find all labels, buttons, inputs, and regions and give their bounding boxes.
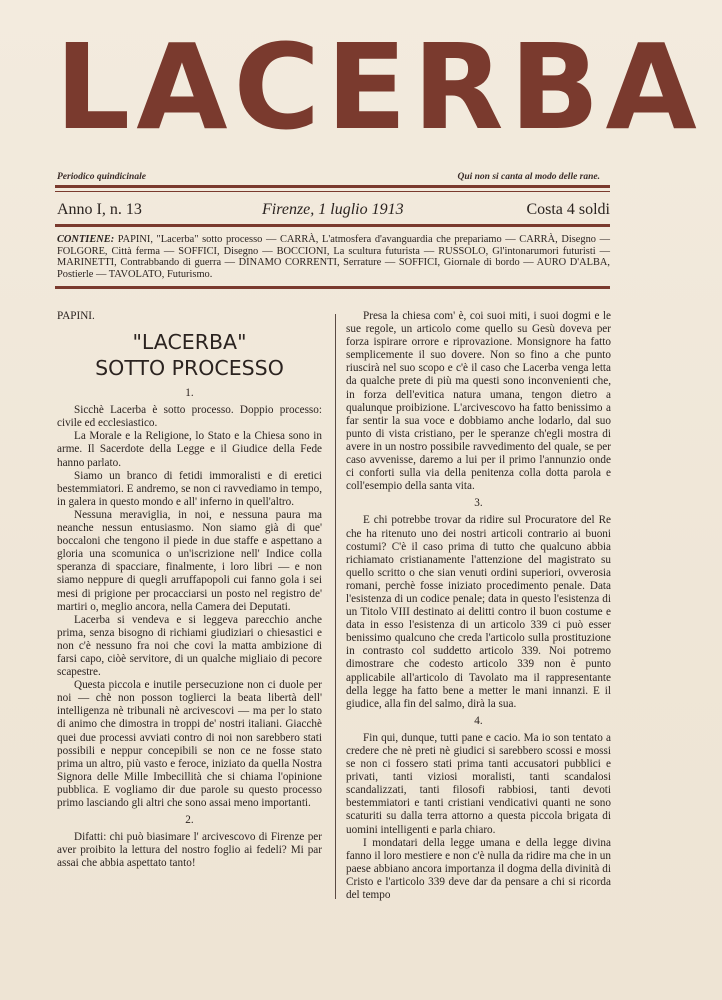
paragraph: Difatti: chi può biasimare l' arcivescovo di Firenze per aver proibito la lettura del nostro foglio ai fedeli? Mi par assai che abbia aspettato tanto! — [57, 831, 322, 870]
paragraph: Nessuna meraviglia, in noi, e nessuna paura ma neanche nessun entusiasmo. Non siamo già di que' boccaloni che tengono il piede in due staffe e aspettano a gloria una scomunica o un'iscrizione nell' Indice colla speranza di spacciare, finalmente, i loro libri — e non siamo neppure di quegli arruffapopoli cui fanno gola i sei mesi di prigione per procacciarsi un posto nel registro de' martiri o, meglio ancora, nella Camera dei Deputati. — [57, 508, 322, 613]
paragraph: Questa piccola e inutile persecuzione non ci duole per noi — chè non posson toglierci la beata libertà dell' intelligenza nè tribunali nè arcivescovi — ma per lo stato di animo che dimostra in troppi de' nostri italiani. Giacchè quei due processi avviati contro di noi non sarebbero stati possibili e neppur concepibili se non ce ne fosse stato prima un altro, più vasto e feroce, iniziato da quella Nostra Signora delle Mille Imbecillità che si chiama l'opinione pubblica. E vogliamo dir due parole su questo processo primo lasciando gli altri che sono assai meno importanti. — [57, 679, 322, 809]
section-number-4: 4. — [474, 714, 483, 727]
section-number-2: 2. — [185, 814, 194, 827]
issue-price: Costa 4 soldi — [526, 201, 610, 218]
contents-text: PAPINI, "Lacerba" sotto processo — CARRÀ, L'atmosfera d'avanguardia che prepariamo — CARRÀ, Disegno — FOLGORE, Città ferma — SOFFICI, Disegno — BOCCIONI, La scultura futurista — RUSSOLO, Gl'intonarumori futuristi — MARINETTI, Contrabbando di guerra — DINAMO CORRENTI, Serrature — SOFFICI, Giornale di bordo — AURO D'ALBA, Postierle — TAVOLATO, Futurismo. — [57, 234, 610, 281]
right-column — [346, 310, 611, 902]
masthead-title: LACERBA — [55, 18, 703, 156]
paragraph: Presa la chiesa com' è, coi suoi miti, i suoi dogmi e le sue regole, un articolo come quello su Gesù doveva per forza ispirare orrore e riprovazione. Monsignore ha fatto semplicemente il suo dovere. Non so fino a che punto riuscirà nel suo scopo e c'è il caso che Lacerba venga letta da qualche prete di più ma questi sono inconvenienti che, in forza dell'evitica natura umana, tengon dietro a qualunque proibizione. L'arcivescovo ha fatto benissimo a far sentir la sua voce e dobbiamo anche lodarlo, dal suo punto di vista cristiano, per le speranze ch'egli mostra di avere in un nostro possibile ravvedimento del quale, se per caso avvenisse, daremo a lui per il primo l'annunzio onde ci conforti sulla via della penitenza colla dotta parola e coll'esempio della santa vita. — [346, 310, 611, 493]
left-column — [57, 310, 322, 870]
subtitle-motto: Qui non si canta al modo delle rane. — [457, 172, 600, 182]
paragraph: E chi potrebbe trovar da ridire sul Procuratore del Re che ha ritenuto uno dei nostri articoli contrario ai buoni costumi? C'è il caso prima di tutto che qualcuno abbia richiamato cristianamente l'attenzione del magistrato su quello scritto o che sian venuti ordini superiori, ovverosia romani, perchè fosse iniziato procedimento penale. Data l'esistenza di un codice penale; data in questo l'esistenza di un Titolo VIII destinato ai delitti contro il buon costume e data in esso l'esistenza di un articolo 339 ci può esser benissimo qualcuno che creda l'articolo sulla prostituzione in contrasto col suddetto articolo 339. Noi potremo dimostrare che codesto articolo 339 non è punto applicabile all'articolo di Tavolato ma il rappresentante della legge ha fatto bene a metter le mani innanzi. E il giudice, alla fin del salmo, dirà la sua. — [346, 514, 611, 710]
table-of-contents — [57, 234, 610, 281]
header-rule-top — [55, 185, 610, 188]
article-title-line1: "LACERBA" — [132, 330, 247, 355]
subtitle-periodicity: Periodico quindicinale — [57, 172, 146, 182]
section-number-1: 1. — [185, 387, 194, 400]
article-author: PAPINI. — [57, 310, 95, 322]
paragraph: La Morale e la Religione, lo Stato e la Chiesa sono in arme. Il Sacerdote della Legge e il Giudice della Fede hanno parlato. — [57, 430, 322, 469]
section-number-3: 3. — [474, 497, 483, 510]
article-title-line2: SOTTO PROCESSO — [95, 356, 284, 381]
contents-label: CONTIENE: — [57, 234, 115, 245]
header-rule-bottom — [55, 286, 610, 289]
header-rule-top-thin — [55, 191, 610, 192]
issue-number: Anno I, n. 13 — [57, 201, 142, 218]
header-rule-middle — [55, 224, 610, 227]
paragraph: Fin qui, dunque, tutti pane e cacio. Ma io son tentato a credere che nè preti nè giudici si sarebbero scossi e mossi se non ci fossero stati prima tanti accusatori pubblici e privati, tanti viziosi moralisti, tanti scandalosi scandalizzati, tanti filosofi rabbiosi, tanti devoti bestemmiatori e tanti cristiani vendicativi quanti ne sono scaturiti su dalla terra attorno a questa piccola brigata di uomini intelligenti e parla chiaro. — [346, 731, 611, 836]
paragraph: I mondatari della legge umana e della legge divina fanno il loro mestiere e non c'è nulla da ridire ma che in un paese abbiano ancora importanza il dogma della divinità di Cristo e l'articolo 339 deve dar da pensare a chi si ricorda del tempo — [346, 836, 611, 902]
paragraph: Siamo un branco di fetidi immoralisti e di eretici bestemmiatori. E andremo, se non ci ravvediamo in tempo, in galera in questo mondo e all' inferno in quell'altro. — [57, 469, 322, 508]
issue-place-date: Firenze, 1 luglio 1913 — [262, 201, 404, 218]
column-divider — [335, 314, 336, 899]
paragraph: Lacerba si vendeva e si leggeva parecchio anche prima, senza bisogno di richiami giudiziari o chiesastici e non c'è nessuno fra noi che covi la matta ambizione di farsi capo, ciòè servitore, di un qualche migliaio di pecore scapestre. — [57, 613, 322, 679]
paragraph: Sicchè Lacerba è sotto processo. Doppio processo: civile ed ecclesiastico. — [57, 404, 322, 430]
